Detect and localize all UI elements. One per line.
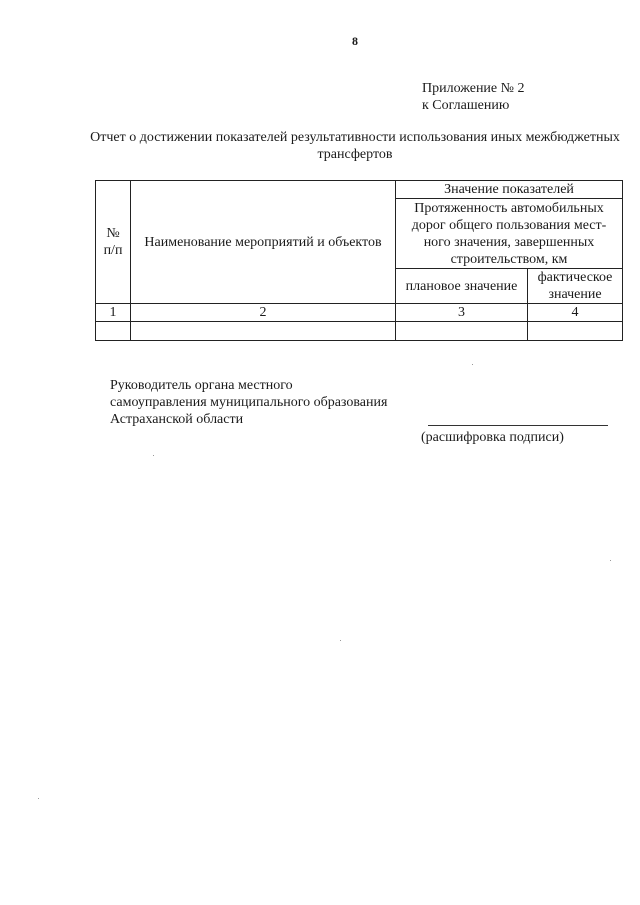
scan-speck xyxy=(340,640,341,641)
empty-row xyxy=(96,322,623,341)
signer-block xyxy=(110,377,387,428)
numbering-cell: 4 xyxy=(528,304,623,322)
appendix-heading xyxy=(422,80,525,114)
table-cell xyxy=(96,322,131,341)
appendix-line-2: к Соглашению xyxy=(422,98,510,113)
numbering-cell: 1 xyxy=(96,304,131,322)
table-cell xyxy=(131,322,396,341)
header-number: № п/п xyxy=(96,181,131,304)
numbering-cell: 2 xyxy=(131,304,396,322)
scan-speck xyxy=(153,455,154,456)
numbering-row xyxy=(96,304,623,322)
scan-speck xyxy=(610,560,611,561)
report-title: Отчет о достижении показателей результативности использования иных межбюджетных трансфертов xyxy=(90,130,620,162)
header-fact: фактическое значение xyxy=(528,269,623,304)
table-cell xyxy=(396,322,528,341)
header-indicator: Протяженность автомобильных дорог общего пользования мест-ного значения, завершенных строительством, км xyxy=(396,199,623,269)
header-name: Наименование мероприятий и объектов xyxy=(131,181,396,304)
signature-label: (расшифровка подписи) xyxy=(421,430,564,445)
scan-speck xyxy=(472,364,473,365)
signer-line-1: Руководитель органа местного xyxy=(110,378,293,393)
page-number: 8 xyxy=(352,34,358,48)
appendix-line-1: Приложение № 2 xyxy=(422,81,525,96)
signature-line xyxy=(428,425,608,426)
signer-line-2: самоуправления муниципального образования xyxy=(110,395,388,410)
report-table xyxy=(95,180,623,341)
table-cell xyxy=(528,322,623,341)
header-values: Значение показателей xyxy=(396,181,623,199)
header-plan: плановое значение xyxy=(396,269,528,304)
signer-line-3: Астраханской области xyxy=(110,412,244,427)
scan-speck xyxy=(38,798,39,799)
numbering-cell: 3 xyxy=(396,304,528,322)
